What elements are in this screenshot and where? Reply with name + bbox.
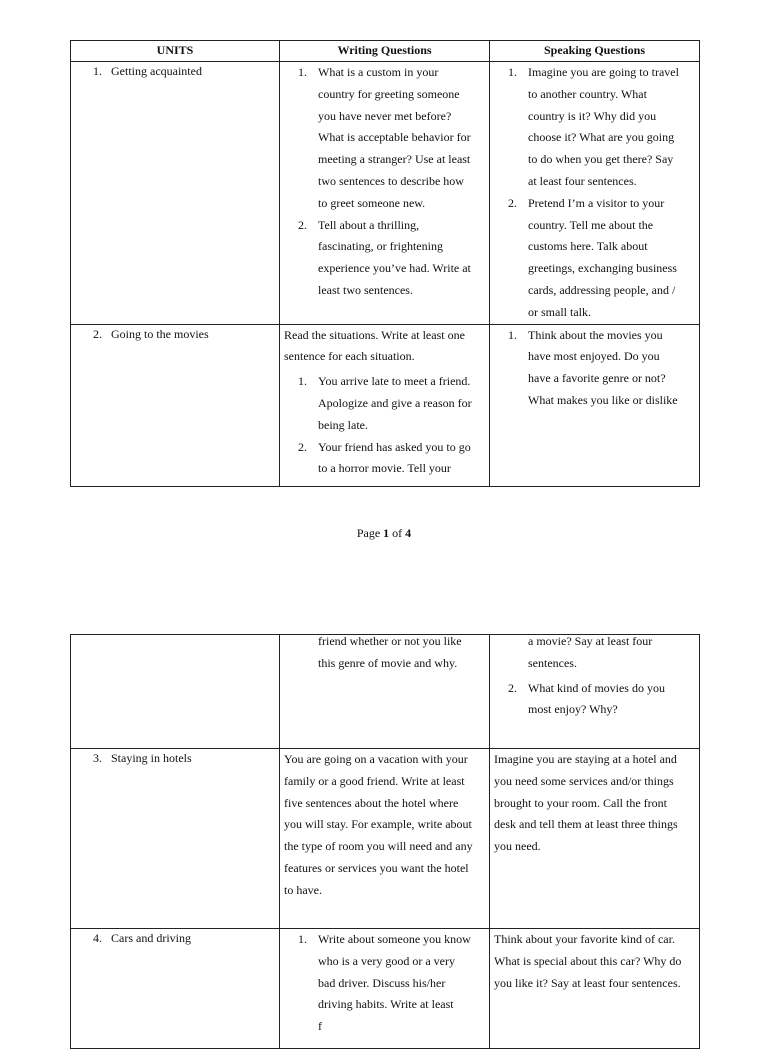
- unit3-row: [71, 749, 700, 929]
- line: you have never met before?: [318, 108, 452, 123]
- header-row: [71, 41, 700, 62]
- line: sentence for each situation.: [284, 349, 415, 364]
- line: Think about your favorite kind of car.: [494, 932, 675, 946]
- line: f: [318, 1019, 322, 1034]
- unit1-writing-q1: [280, 62, 489, 215]
- q-number: 2.: [508, 680, 517, 695]
- unit2-row: [71, 324, 700, 486]
- page-prefix: Page: [356, 526, 384, 540]
- line: fascinating, or frightening: [318, 239, 443, 254]
- line: greetings, exchanging business: [528, 261, 677, 276]
- unit2-continued-row: [71, 635, 700, 749]
- line: being late.: [318, 417, 368, 432]
- unit2-speaking-continued: [490, 635, 700, 749]
- q-number: 1.: [298, 65, 307, 79]
- q-number: 1.: [298, 374, 307, 389]
- unit2-title: [71, 324, 280, 486]
- line: you need.: [494, 839, 541, 854]
- line: features or services you want the hotel: [284, 860, 469, 875]
- unit4-speaking: [490, 929, 700, 1049]
- q-number: 1.: [298, 932, 307, 946]
- line: customs here. Talk about: [528, 239, 648, 254]
- line: to do when you get there? Say: [528, 152, 674, 167]
- unit1-speaking: [490, 62, 700, 325]
- line: country is it? Why did you: [528, 108, 657, 123]
- line: two sentences to describe how: [318, 173, 464, 188]
- unit1-speaking-q1: [490, 62, 699, 193]
- line: Write about someone you know: [318, 932, 471, 946]
- line: What is acceptable behavior for: [318, 130, 471, 145]
- line: at least four sentences.: [528, 173, 637, 188]
- line: Your friend has asked you to go: [318, 439, 471, 454]
- unit4-title: [71, 929, 280, 1049]
- unit4-row: [71, 929, 700, 1049]
- line: you like it? Say at least four sentences.: [494, 975, 681, 990]
- line: Think about the movies you: [528, 327, 663, 342]
- unit2-writing-q2: [284, 437, 485, 481]
- page-current: 1: [383, 526, 390, 540]
- line: country. Tell me about the: [528, 217, 654, 232]
- unit2-name: Going to the movies: [111, 326, 209, 341]
- unit2-title-empty: [71, 635, 280, 749]
- unit1-writing: [280, 62, 490, 325]
- line: a movie? Say at least four: [528, 634, 653, 648]
- unit1-speaking-q2: [490, 193, 699, 324]
- unit2-writing-q1: [284, 371, 485, 436]
- units-table-page1: [70, 40, 700, 487]
- line: to a horror movie. Tell your: [318, 461, 451, 476]
- unit3-number: 3.: [93, 751, 102, 765]
- line: What is special about this car? Why do: [494, 953, 682, 968]
- unit3-name: Staying in hotels: [111, 751, 192, 765]
- line: have most enjoyed. Do you: [528, 349, 660, 364]
- line: or small talk.: [528, 304, 591, 319]
- header-units: UNITS: [71, 41, 280, 62]
- line: You are going on a vacation with your: [284, 752, 468, 766]
- line: country for greeting someone: [318, 86, 460, 101]
- unit1-writing-q2: [280, 215, 489, 302]
- unit4-number: 4.: [93, 931, 102, 945]
- line: You arrive late to meet a friend.: [318, 374, 471, 389]
- unit2-number: 2.: [93, 326, 102, 341]
- line: driving habits. Write at least: [318, 997, 454, 1012]
- page-total: 4: [405, 526, 412, 540]
- header-writing: Writing Questions: [280, 41, 490, 62]
- line: family or a good friend. Write at least: [284, 773, 465, 788]
- unit3-writing: [280, 749, 490, 929]
- unit4-writing: [280, 929, 490, 1049]
- line: this genre of movie and why.: [318, 655, 458, 670]
- line: you need some services and/or things: [494, 773, 674, 788]
- line: sentences.: [528, 655, 577, 670]
- line: What makes you like or dislike: [528, 392, 678, 407]
- line: desk and tell them at least three things: [494, 817, 678, 832]
- unit2-speaking: [490, 324, 700, 486]
- line: Imagine you are going to travel: [528, 65, 679, 79]
- unit1-number: 1.: [93, 64, 102, 78]
- line: cards, addressing people, and /: [528, 282, 676, 297]
- line: brought to your room. Call the front: [494, 795, 667, 810]
- line: meeting a stranger? Use at least: [318, 152, 471, 167]
- q-number: 1.: [508, 327, 517, 342]
- unit2-speaking-q2: [490, 678, 699, 722]
- line: to have.: [284, 882, 322, 897]
- q-number: 2.: [508, 195, 517, 210]
- line: most enjoy? Why?: [528, 702, 618, 717]
- unit3-speaking: [490, 749, 700, 929]
- header-speaking: Speaking Questions: [490, 41, 700, 62]
- line: Apologize and give a reason for: [318, 395, 472, 410]
- line: you will stay. For example, write about: [284, 817, 472, 832]
- line: Pretend I’m a visitor to your: [528, 195, 665, 210]
- q-number: 2.: [298, 439, 307, 454]
- unit4-name: Cars and driving: [111, 931, 191, 945]
- unit2-writing-continued: [280, 635, 490, 749]
- line: five sentences about the hotel where: [284, 795, 459, 810]
- line: choose it? What are you going: [528, 130, 675, 145]
- q-number: 1.: [508, 65, 517, 79]
- line: to greet someone new.: [318, 195, 426, 210]
- unit3-title: [71, 749, 280, 929]
- unit4-writing-q1: [280, 929, 489, 1038]
- unit2-speaking-q1: [490, 325, 699, 412]
- line: What kind of movies do you: [528, 680, 665, 695]
- line: friend whether or not you like: [318, 634, 462, 648]
- line: least two sentences.: [318, 282, 413, 297]
- line: the type of room you will need and any: [284, 839, 473, 854]
- line: experience you’ve had. Write at: [318, 261, 471, 276]
- line: Tell about a thrilling,: [318, 217, 420, 232]
- unit1-name: Getting acquainted: [111, 64, 202, 78]
- line: to another country. What: [528, 86, 647, 101]
- line: bad driver. Discuss his/her: [318, 975, 446, 990]
- line: Imagine you are staying at a hotel and: [494, 752, 677, 766]
- units-table-page2: [70, 634, 700, 1049]
- page-number: [0, 526, 768, 541]
- line: who is a very good or a very: [318, 953, 455, 968]
- line: have a favorite genre or not?: [528, 371, 666, 386]
- q-number: 2.: [298, 217, 307, 232]
- unit1-row: [71, 62, 700, 325]
- unit2-writing: [280, 324, 490, 486]
- line: Read the situations. Write at least one: [284, 327, 465, 342]
- unit1-title: [71, 62, 280, 325]
- page-of: of: [389, 526, 406, 540]
- line: What is a custom in your: [318, 65, 439, 79]
